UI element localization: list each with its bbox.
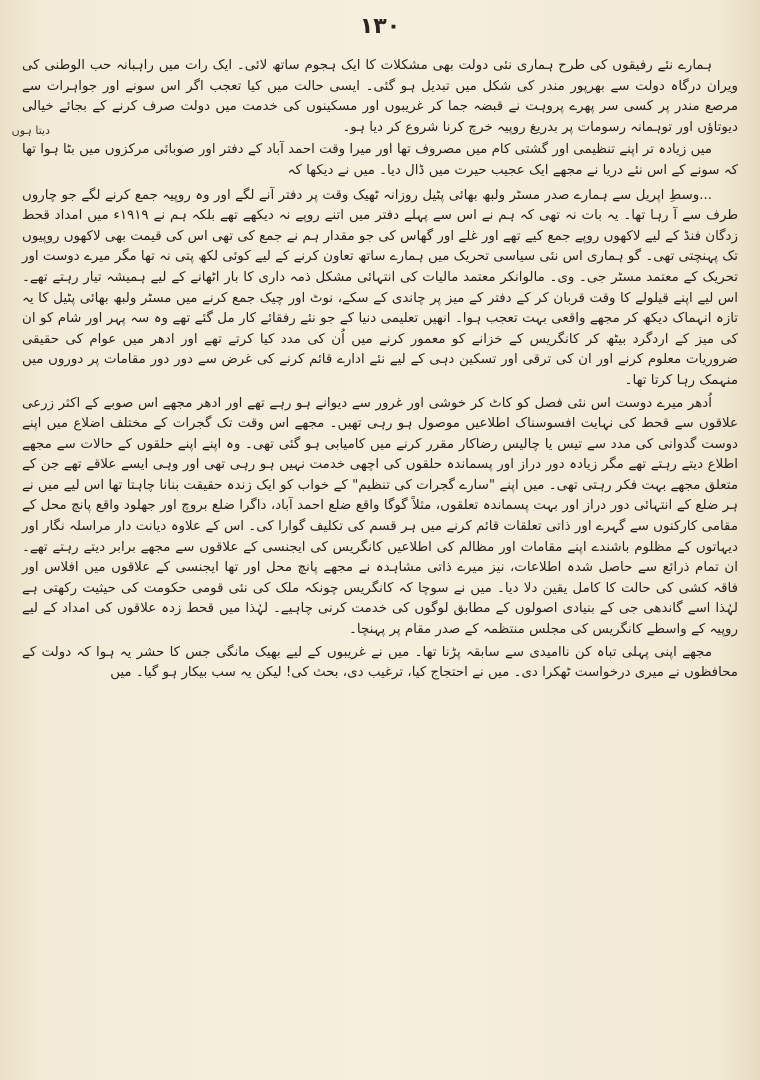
urdu-body-text <box>22 56 738 1060</box>
paragraph-1: ہمارے نئے رفیقوں کی طرح ہماری نئی دولت بھی مشکلات کا ایک ہجوم ساتھ لائی۔ ایک رات میں راہبانہ حب الوطنی کی ویران درگاہ دولت سے بھرپور مندر کی شکل میں تبدیل ہو گئی۔ ایسی حالت میں کیا تعجب اگر اس سونے اور جواہرات سے مرصع مندر پر کسی سر پھرے پروہت نے قبضہ جما کر غریبوں اور مسکینوں کی خدمت میں دولت صرف کرنے کے بجائے خیالی دیوتاؤں اور توہمانہ رسومات پر بدریغ روپیہ خرچ کرنا شروع کر دیا ہو۔ <box>22 58 738 135</box>
paragraph-2: میں زیادہ تر اپنے تنظیمی اور گشتی کام میں مصروف تھا اور میرا وقت احمد آباد کے دفتر اور صوبائی مرکزوں میں بٹا ہوا تھا کہ سونے کے اس نئے دریا نے مجھے ایک عجیب حیرت میں ڈال دیا۔ میں نے دیکھا کہ <box>22 142 738 178</box>
margin-note: دیتا ہوں <box>11 124 50 137</box>
paragraph-3: ...وسطِ اپریل سے ہمارے صدر مسٹر ولبھ بھائی پٹیل روزانہ ٹھیک وقت پر دفتر آنے لگے اور وہ روپیہ جمع کرنے لگے جو چاروں طرف سے آ رہا تھا۔ یہ بات نہ تھی کہ ہم نے اس سے پہلے دفتر میں اتنے روپے نہ دیکھے تھے بلکہ ہم نے ۱۹۱۹ء میں امداد قحط زدگان فنڈ کے لیے لاکھوں روپے جمع کیے تھے اور غلے اور گھاس کی جو مقدار ہم نے جمع کی تھی اس کی قیمت بھی لاکھوں روپیوں تک پہنچتی تھی۔ گو ہماری اس نئی سیاسی تحریک میں ہمارے ساتھ تعاون کرنے کے لیے کوئی لکھ پتی نہ تھا مگر میرے دوست اور تحریک کے معتمد مسٹر جی۔ وی۔ مالوانکر معتمد مالیات کی انتہائی مشکل ذمہ داری کا بار اٹھانے کے لیے ہمیشہ تیار رہتے تھے۔ اس لیے اپنے قیلولے کا وقت قربان کر کے دفتر کے میز پر چاندی کے سکے، نوٹ اور چیک جمع کرنے میں مسٹر ولبھ بھائی پٹیل کا یہ تازہ انہماک دیکھ کر مجھے واقعی بہت تعجب ہوا۔ انھیں تعلیمی دنیا کے جو نئے رفقائے کار مل گئے تھے وہ سہ پہر اور شام کو ان کی میز کے اردگرد بیٹھ کر کانگریس کے خزانے کو معمور کرنے میں اُن کی مدد کیا کرتے تھے اور ادھر میں عوام کی حقیقی ضروریات معلوم کرنے اور ان کی ترقی اور تسکین دہی کے لیے نئے ادارے قائم کرنے کی غرض سے دور دور مقامات پر دوروں میں منہمک رہا کرتا تھا۔ <box>22 187 738 388</box>
page-number: ۱۳۰ <box>359 14 401 39</box>
paragraph-4: اُدھر میرے دوست اس نئی فصل کو کاٹ کر خوشی اور غرور سے دیوانے ہو رہے تھے اور ادھر مجھے اس صوبے کے اکثر زرعی علاقوں سے قحط کی نہایت افسوسناک اطلاعیں موصول ہو رہی تھیں۔ مجھے اس وقت تک گجرات کے مختلف اضلاع میں اپنے دوست گدوانی کی مدد سے تیس یا چالیس رضاکار مقرر کرنے میں کامیابی ہو گئی تھی۔ وہ اپنے اپنے حلقوں کے حالات سے مجھے اطلاع دیتے رہتے تھے مگر زیادہ دور دراز اور پسماندہ حلقوں کی اچھی خدمت نہیں ہو رہی تھی اور وہی ایسے علاقے تھے جن کے متعلق مجھے بہت فکر رہتی تھی۔ میں اپنے "سارے گجرات کی تنظیم" کے خواب کو ایک زندہ حقیقت بنانا چاہتا تھا اس لیے میں نے ہر ضلع کے انتہائی دور دراز اور بہت پسماندہ تعلقوں، مثلاً گوگا واقع ضلع احمد آباد، داگرا ضلع بروچ اور جھلود واقع پانچ محل کے مقامی کارکنوں سے گہرے اور ذاتی تعلقات قائم کرنے میں ہر قسم کی تکلیف گوارا کی۔ اس کے علاوہ دیانت دار مراسلہ نگار اور دیہاتوں کے مظلوم باشندے اپنے مقامات اور مظالم کی اطلاعیں کانگریس کی ایجنسی کے علاقوں سے مجھے برابر دیتے رہتے تھے۔ ان تمام ذرائع سے حاصل شدہ اطلاعات، نیز میرے ذاتی مشاہدہ نے مجھے پانچ محل اور تھا ایجنسی کے علاقوں میں افلاس اور فاقہ کشی کی حالت کا کامل یقین دلا دیا۔ میں نے سوچا کہ کانگریس چونکہ ملک کی نئی قومی حکومت کی حیثیت رکھتی ہے لہٰذا اسے گاندھی جی کے بنیادی اصولوں کے مطابق لوگوں کی خدمت کرنی چاہیے۔ لہٰذا میں قحط زدہ علاقوں کی امداد کے لیے روپیہ کے واسطے کانگریس کی مجلس منتظمہ کے صدر مقام پر پہنچا۔ <box>22 395 738 638</box>
paragraph-5: مجھے اپنی پہلی تباہ کن ناامیدی سے سابقہ پڑنا تھا۔ میں نے غریبوں کے لیے بھیک مانگی جس کا حشر یہ ہوا کہ دولت کے محافظوں نے میری درخواست ٹھکرا دی۔ میں نے احتجاج کیا، ترغیب دی، بحث کی! لیکن یہ سب بیکار ہو گیا۔ میں <box>22 644 738 681</box>
